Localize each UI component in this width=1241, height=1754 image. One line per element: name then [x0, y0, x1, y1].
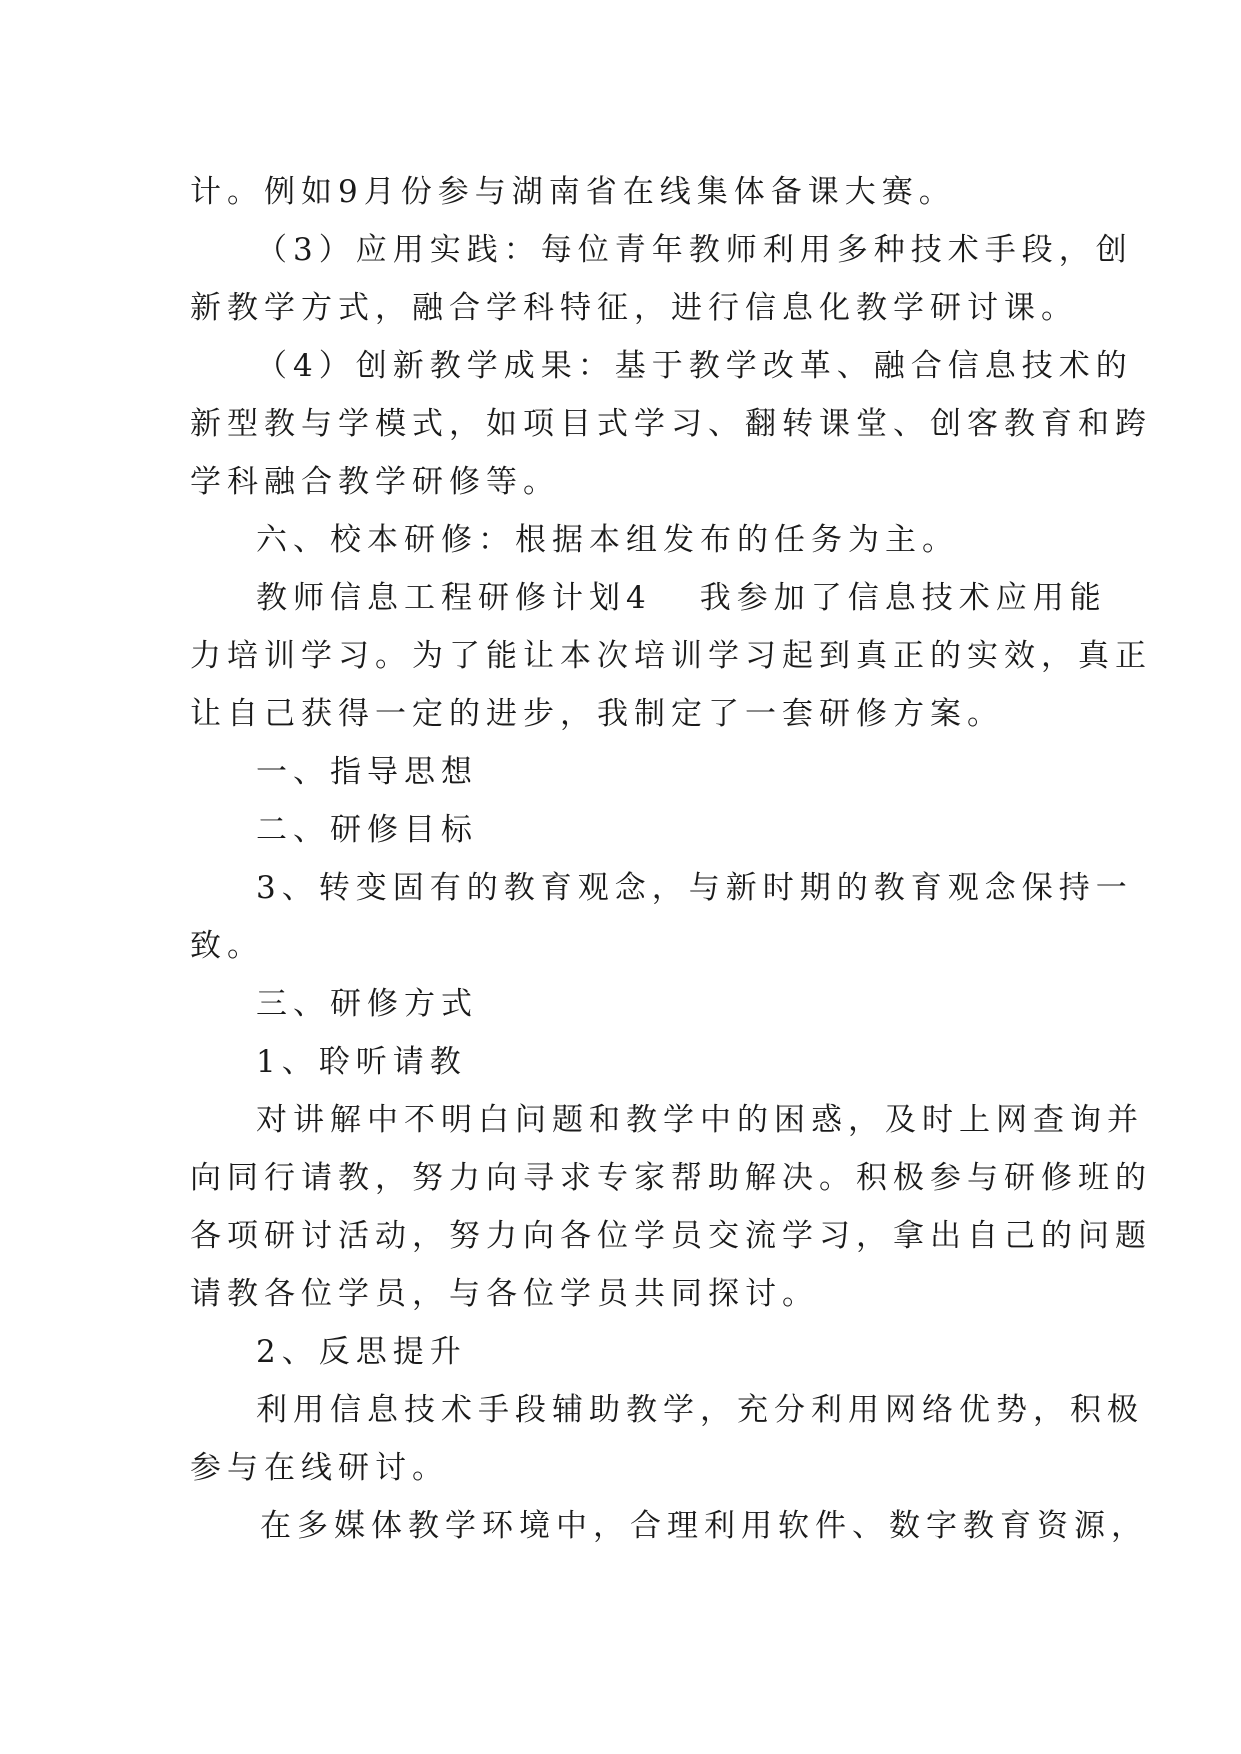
text-line: 向同行请教，努力向寻求专家帮助解决。积极参与研修班的 [190, 1160, 1152, 1196]
text-line: 计。例如9月份参与湖南省在线集体备课大赛。 [190, 174, 956, 210]
section-title: 教师信息工程研修计划4 [256, 580, 652, 616]
text-line: 学科融合教学研修等。 [190, 464, 560, 500]
text-line: 力培训学习。为了能让本次培训学习起到真正的实效，真正 [190, 638, 1152, 674]
text-line: 二、研修目标 [256, 812, 478, 848]
text-line: 请教各位学员，与各位学员共同探讨。 [190, 1276, 819, 1312]
text-line: 对讲解中不明白问题和教学中的困惑，及时上网查询并 [256, 1102, 1144, 1138]
text-line: 利用信息技术手段辅助教学，充分利用网络优势，积极 [256, 1392, 1144, 1428]
text-line: 六、校本研修：根据本组发布的任务为主。 [256, 522, 959, 558]
text-line: 3、转变固有的教育观念，与新时期的教育观念保持一 [256, 870, 1133, 906]
text-line: 让自己获得一定的进步，我制定了一套研修方案。 [190, 696, 1004, 732]
document-body [190, 163, 1152, 1555]
text-line: 2、反思提升 [256, 1334, 467, 1370]
text-line: 致。 [190, 928, 264, 964]
paragraph-start: 我参加了信息技术应用能 [699, 580, 1107, 616]
text-line: （3）应用实践：每位青年教师利用多种技术手段，创 [256, 232, 1133, 268]
text-line: （4）创新教学成果：基于教学改革、融合信息技术的 [256, 348, 1133, 384]
text-line: 一、指导思想 [256, 754, 478, 790]
text-line: 1、聆听请教 [256, 1044, 467, 1080]
text-line: 新型教与学模式，如项目式学习、翻转课堂、创客教育和跨 [190, 406, 1152, 442]
text-line: 三、研修方式 [256, 986, 478, 1022]
text-line: 在多媒体教学环境中，合理利用软件、数字教育资源， [260, 1508, 1148, 1544]
text-line [190, 569, 1107, 627]
text-line: 参与在线研讨。 [190, 1450, 449, 1486]
text-line: 新教学方式，融合学科特征，进行信息化教学研讨课。 [190, 290, 1078, 326]
text-line: 各项研讨活动，努力向各位学员交流学习，拿出自己的问题 [190, 1218, 1152, 1254]
